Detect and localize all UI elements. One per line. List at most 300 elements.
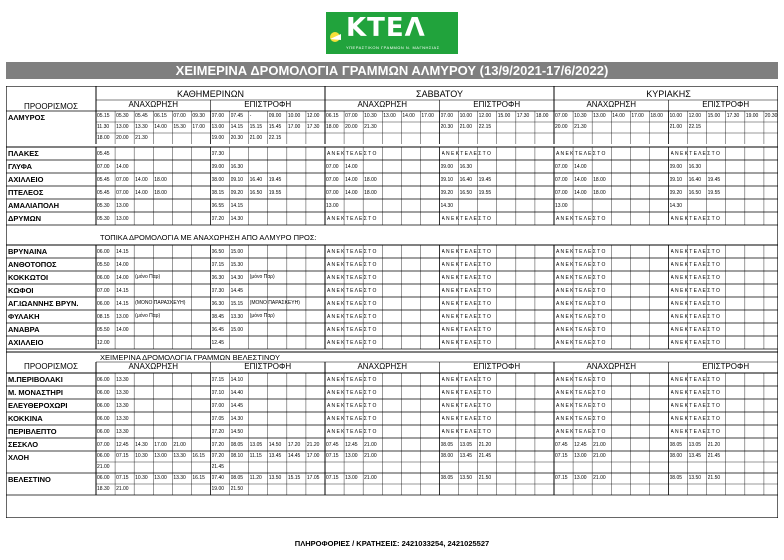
time-cell: 07.15 xyxy=(326,475,339,481)
time-cell: 07.00 xyxy=(326,164,339,170)
time-cell: 11.30 xyxy=(97,124,110,130)
time-cell: 08.05 xyxy=(230,442,244,448)
time-cell: 07.15 xyxy=(116,453,129,459)
time-cell: 21.20 xyxy=(478,442,492,448)
time-cell: 07.00 xyxy=(97,442,110,448)
not-run-label: Α Ν Ε Κ Τ Ε Λ Ε Σ Τ Ο xyxy=(327,327,377,333)
not-run-label: Α Ν Ε Κ Τ Ε Λ Ε Σ Τ Ο xyxy=(556,314,606,320)
not-run-label: Α Ν Ε Κ Τ Ε Λ Ε Σ Τ Ο xyxy=(670,216,720,222)
time-cell: 13.05 xyxy=(249,442,263,448)
header-departure: ΑΝΑΧΩΡΗΣΗ xyxy=(357,362,408,371)
time-cell: 07.30 xyxy=(211,151,225,157)
time-cell: 12.00 xyxy=(688,113,702,119)
stop-name: ΠΤΕΛΕΟΣ xyxy=(8,188,44,197)
time-cell: 06.00 xyxy=(97,416,110,422)
header-departure: ΑΝΑΧΩΡΗΣΗ xyxy=(586,362,637,371)
time-cell: 21.50 xyxy=(478,475,492,481)
not-run-label: Α Ν Ε Κ Τ Ε Λ Ε Σ Τ Ο xyxy=(670,314,720,320)
time-cell: 06.15 xyxy=(326,113,339,119)
time-cell: 21.20 xyxy=(306,442,320,448)
not-run-label: Α Ν Ε Κ Τ Ε Λ Ε Σ Τ Ο xyxy=(670,429,720,435)
time-cell: 10.30 xyxy=(135,453,148,459)
time-cell: 07.15 xyxy=(211,377,225,383)
logo-brand: ΚΤΕΛ xyxy=(346,13,426,43)
time-cell: 21.45 xyxy=(707,453,721,459)
not-run-label: Α Ν Ε Κ Τ Ε Λ Ε Σ Τ Ο xyxy=(670,327,720,333)
time-cell: 16.15 xyxy=(192,475,205,481)
time-cell: 07.00 xyxy=(97,164,110,170)
time-cell: 18.00 xyxy=(326,124,339,130)
time-cell: 20.00 xyxy=(555,124,568,130)
time-cell: 07.10 xyxy=(211,390,225,396)
time-cell: 21.30 xyxy=(135,135,148,141)
time-cell: 10.30 xyxy=(364,113,377,119)
time-cell: 19.55 xyxy=(478,190,492,196)
time-cell: 07.20 xyxy=(211,442,225,448)
time-cell: 07.00 xyxy=(326,190,339,196)
header-return: ΕΠΙΣΤΡΟΦΗ xyxy=(473,362,521,371)
time-cell: 15.00 xyxy=(230,327,244,333)
time-cell: 13.30 xyxy=(116,403,129,409)
time-cell: 13.45 xyxy=(268,453,282,459)
time-cell: 09.20 xyxy=(230,190,244,196)
stop-name: ΦΥΛΑΚΗ xyxy=(8,312,40,321)
time-cell: 07.40 xyxy=(211,475,225,481)
route-note: (μόνο Παρ) xyxy=(249,274,275,280)
time-cell: 13.00 xyxy=(154,453,167,459)
not-run-label: Α Ν Ε Κ Τ Ε Λ Ε Σ Τ Ο xyxy=(556,429,606,435)
time-cell: 13.30 xyxy=(230,314,244,320)
time-cell: 05.45 xyxy=(97,151,110,157)
time-cell: 14.30 xyxy=(230,275,244,281)
time-cell: 15.15 xyxy=(287,475,301,481)
not-run-label: Α Ν Ε Κ Τ Ε Λ Ε Σ Τ Ο xyxy=(556,390,606,396)
time-cell: 05.15 xyxy=(97,113,110,119)
time-cell: 20.30 xyxy=(440,124,454,130)
not-run-label: Α Ν Ε Κ Τ Ε Λ Ε Σ Τ Ο xyxy=(670,403,720,409)
not-run-label: Α Ν Ε Κ Τ Ε Λ Ε Σ Τ Ο xyxy=(556,151,606,157)
time-cell: 13.30 xyxy=(116,416,129,422)
not-run-label: Α Ν Ε Κ Τ Ε Λ Ε Σ Τ Ο xyxy=(556,327,606,333)
not-run-label: Α Ν Ε Κ Τ Ε Λ Ε Σ Τ Ο xyxy=(670,275,720,281)
time-cell: 08.05 xyxy=(669,475,683,481)
time-cell: 13.00 xyxy=(383,113,396,119)
time-cell: 10.30 xyxy=(135,475,148,481)
header-return: ΕΠΙΣΤΡΟΦΗ xyxy=(473,100,521,109)
not-run-label: Α Ν Ε Κ Τ Ε Λ Ε Σ Τ Ο xyxy=(327,216,377,222)
time-cell: 17.00 xyxy=(421,113,434,119)
time-cell: 14.00 xyxy=(612,113,625,119)
time-cell: 13.30 xyxy=(135,124,148,130)
stop-name: ΔΡΥΜΩΝ xyxy=(8,214,42,223)
time-cell: 16.30 xyxy=(230,164,244,170)
time-cell: 08.05 xyxy=(440,442,454,448)
time-cell: 06.30 xyxy=(211,301,225,307)
not-run-label: Α Ν Ε Κ Τ Ε Λ Ε Σ Τ Ο xyxy=(327,390,377,396)
time-cell: 12.00 xyxy=(478,113,492,119)
route-note: (ΜΟΝΟ ΠΑΡΑΣΚΕΥΗ) xyxy=(135,300,186,306)
not-run-label: Α Ν Ε Κ Τ Ε Λ Ε Σ Τ Ο xyxy=(441,429,491,435)
time-cell: 14.00 xyxy=(116,327,129,333)
time-cell: 07.05 xyxy=(211,416,225,422)
time-cell: 07.15 xyxy=(555,475,568,481)
not-run-label: Α Ν Ε Κ Τ Ε Λ Ε Σ Τ Ο xyxy=(327,288,377,294)
time-cell: 07.00 xyxy=(555,177,568,183)
time-cell: 17.05 xyxy=(306,475,320,481)
time-cell: 09.30 xyxy=(192,113,205,119)
time-cell: 13.00 xyxy=(154,475,167,481)
time-cell: 13.30 xyxy=(116,377,129,383)
time-cell: 13.45 xyxy=(688,453,702,459)
route-note: (ΜΟΝΟ ΠΑΡΑΣΚΕΥΗ) xyxy=(249,300,300,306)
time-cell: 18.00 xyxy=(154,177,167,183)
time-cell: 11.15 xyxy=(249,453,262,459)
time-cell: 17.30 xyxy=(726,113,740,119)
time-cell: 22.15 xyxy=(268,135,282,141)
time-cell: 13.45 xyxy=(459,453,473,459)
not-run-label: Α Ν Ε Κ Τ Ε Λ Ε Σ Τ Ο xyxy=(327,249,377,255)
time-cell: 15.45 xyxy=(268,124,282,130)
not-run-label: Α Ν Ε Κ Τ Ε Λ Ε Σ Τ Ο xyxy=(441,151,491,157)
not-run-label: Α Ν Ε Κ Τ Ε Λ Ε Σ Τ Ο xyxy=(441,377,491,383)
time-cell: 18.00 xyxy=(593,190,606,196)
time-cell: 21.00 xyxy=(593,475,606,481)
stop-name: ΚΟΚΚΙΝΑ xyxy=(8,414,43,423)
time-cell: 05.45 xyxy=(97,177,110,183)
not-run-label: Α Ν Ε Κ Τ Ε Λ Ε Σ Τ Ο xyxy=(556,377,606,383)
time-cell: 13.00 xyxy=(574,475,587,481)
time-cell: 22.15 xyxy=(478,124,492,130)
stop-name: ΑΧΙΛΛΕΙΟ xyxy=(8,175,44,184)
time-cell: 21.00 xyxy=(116,486,129,492)
time-cell: 22.15 xyxy=(688,124,702,130)
not-run-label: Α Ν Ε Κ Τ Ε Λ Ε Σ Τ Ο xyxy=(441,403,491,409)
time-cell: 14.50 xyxy=(230,429,244,435)
time-cell: 20.00 xyxy=(116,135,129,141)
time-cell: 05.50 xyxy=(97,327,110,333)
time-cell: 16.50 xyxy=(688,190,702,196)
time-cell: 07.15 xyxy=(555,453,568,459)
time-cell: 06.15 xyxy=(154,113,167,119)
time-cell: 07.20 xyxy=(211,216,225,222)
time-cell: 16.50 xyxy=(249,190,263,196)
stop-name: ΠΛΑΚΕΣ xyxy=(8,149,39,158)
time-cell: 21.30 xyxy=(574,124,587,130)
time-cell: 07.45 xyxy=(230,113,244,119)
time-cell: 19.45 xyxy=(478,177,492,183)
time-cell: 08.00 xyxy=(440,453,454,459)
stop-name: ΣΕΣΚΛΟ xyxy=(8,440,39,449)
stop-name: ΕΛΕΥΘΕΡΟΧΩΡΙ xyxy=(8,401,68,410)
header-return: ΕΠΙΣΤΡΟΦΗ xyxy=(702,362,750,371)
not-run-label: Α Ν Ε Κ Τ Ε Λ Ε Σ Τ Ο xyxy=(670,301,720,307)
time-cell: 14.30 xyxy=(230,416,244,422)
time-cell: 14.45 xyxy=(287,453,301,459)
stop-name: ΒΡΥΝΑΙΝΑ xyxy=(8,247,48,256)
time-cell: 08.00 xyxy=(211,177,225,183)
time-cell: 06.45 xyxy=(211,327,225,333)
not-run-label: Α Ν Ε Κ Τ Ε Λ Ε Σ Τ Ο xyxy=(327,301,377,307)
time-cell: 14.10 xyxy=(230,377,244,383)
time-cell: 18.30 xyxy=(97,486,110,492)
not-run-label: Α Ν Ε Κ Τ Ε Λ Ε Σ Τ Ο xyxy=(327,429,377,435)
time-cell: 07.00 xyxy=(97,288,110,294)
not-run-label: Α Ν Ε Κ Τ Ε Λ Ε Σ Τ Ο xyxy=(441,390,491,396)
time-cell: 14.50 xyxy=(268,442,282,448)
time-cell: 18.00 xyxy=(593,177,606,183)
time-cell: 14.15 xyxy=(230,124,244,130)
time-cell: 21.20 xyxy=(707,442,721,448)
time-cell: 07.45 xyxy=(326,442,339,448)
time-cell: 08.45 xyxy=(211,314,225,320)
time-cell: 13.50 xyxy=(688,475,702,481)
not-run-label: Α Ν Ε Κ Τ Ε Λ Ε Σ Τ Ο xyxy=(441,327,491,333)
not-run-label: Α Ν Ε Κ Τ Ε Λ Ε Σ Τ Ο xyxy=(670,249,720,255)
stop-name: ΓΛΥΦΑ xyxy=(8,162,33,171)
time-cell: 07.30 xyxy=(211,288,225,294)
stop-name: ΑΝΘΟΤΟΠΟΣ xyxy=(8,260,57,269)
not-run-label: Α Ν Ε Κ Τ Ε Λ Ε Σ Τ Ο xyxy=(441,301,491,307)
time-cell: 18.00 xyxy=(364,177,377,183)
not-run-label: Α Ν Ε Κ Τ Ε Λ Ε Σ Τ Ο xyxy=(670,416,720,422)
time-cell: 21.45 xyxy=(478,453,492,459)
section-title-velestino: ΧΕΙΜΕΡΙΝΑ ΔΡΟΜΟΛΟΓΙΑ ΓΡΑΜΜΩΝ ΒΕΛΕΣΤΙΝΟΥ xyxy=(100,353,280,362)
time-cell: 13.00 xyxy=(116,203,129,209)
time-cell: 19.00 xyxy=(211,486,225,492)
time-cell: 12.45 xyxy=(345,442,358,448)
stop-name: Μ. ΜΟΝΑΣΤΗΡΙ xyxy=(8,388,63,397)
time-cell: 15.30 xyxy=(173,124,186,130)
time-cell: 09.00 xyxy=(440,164,454,170)
time-cell: 06.55 xyxy=(211,203,225,209)
time-cell: 07.00 xyxy=(555,113,568,119)
time-cell: 21.00 xyxy=(593,453,606,459)
time-cell: 17.00 xyxy=(154,442,167,448)
not-run-label: Α Ν Ε Κ Τ Ε Λ Ε Σ Τ Ο xyxy=(327,340,377,346)
time-cell: 13.00 xyxy=(211,124,225,130)
stop-name: ΑΧΙΛΛΕΙΟ xyxy=(8,338,44,347)
time-cell: 21.50 xyxy=(707,475,721,481)
time-cell: 14.00 xyxy=(154,124,167,130)
not-run-label: Α Ν Ε Κ Τ Ε Λ Ε Σ Τ Ο xyxy=(556,340,606,346)
time-cell: 14.00 xyxy=(116,262,129,268)
time-cell: 07.00 xyxy=(326,177,339,183)
not-run-label: Α Ν Ε Κ Τ Ε Λ Ε Σ Τ Ο xyxy=(441,416,491,422)
time-cell: 14.00 xyxy=(345,177,358,183)
time-cell: 07.20 xyxy=(211,453,225,459)
time-cell: 08.15 xyxy=(211,190,225,196)
stop-name: ΠΕΡΙΒΛΕΠΤΟ xyxy=(8,427,57,436)
stop-name: Μ.ΠΕΡΙΒΟΛΑΚΙ xyxy=(8,375,63,384)
header-return: ΕΠΙΣΤΡΟΦΗ xyxy=(702,100,750,109)
time-cell: 09.10 xyxy=(230,177,244,183)
time-cell: 20.00 xyxy=(345,124,358,130)
time-cell: 06.00 xyxy=(97,453,110,459)
section-title-local: ΤΟΠΙΚΑ ΔΡΟΜΟΛΟΓΙΑ ΜΕ ΑΝΑΧΩΡΗΣΗ ΑΠΟ ΑΛΜΥΡΟ ΠΡΟΣ: xyxy=(100,233,317,242)
time-cell: 05.50 xyxy=(97,262,110,268)
not-run-label: Α Ν Ε Κ Τ Ε Λ Ε Σ Τ Ο xyxy=(556,416,606,422)
time-cell: 14.30 xyxy=(135,442,148,448)
route-note: (μόνο Παρ) xyxy=(135,313,161,319)
not-run-label: Α Ν Ε Κ Τ Ε Λ Ε Σ Τ Ο xyxy=(556,249,606,255)
time-cell: 18.00 xyxy=(364,190,377,196)
time-cell: 19.00 xyxy=(211,135,225,141)
time-cell: 14.00 xyxy=(574,177,587,183)
header-return: ΕΠΙΣΤΡΟΦΗ xyxy=(244,100,292,109)
time-cell: 21.00 xyxy=(97,464,110,470)
time-cell: 17.00 xyxy=(306,453,320,459)
time-cell: 12.45 xyxy=(116,442,129,448)
not-run-label: Α Ν Ε Κ Τ Ε Λ Ε Σ Τ Ο xyxy=(441,216,491,222)
time-cell: 06.00 xyxy=(97,301,110,307)
time-cell: 14.00 xyxy=(135,190,148,196)
time-cell: 06.30 xyxy=(211,275,225,281)
not-run-label: Α Ν Ε Κ Τ Ε Λ Ε Σ Τ Ο xyxy=(670,377,720,383)
not-run-label: Α Ν Ε Κ Τ Ε Λ Ε Σ Τ Ο xyxy=(556,275,606,281)
time-cell: 15.00 xyxy=(707,113,721,119)
not-run-label: Α Ν Ε Κ Τ Ε Λ Ε Σ Τ Ο xyxy=(327,151,377,157)
time-cell: 10.00 xyxy=(669,113,683,119)
time-cell: 17.30 xyxy=(516,113,530,119)
time-cell: 13.00 xyxy=(555,203,568,209)
stop-name: ΚΩΦΟΙ xyxy=(8,286,34,295)
not-run-label: Α Ν Ε Κ Τ Ε Λ Ε Σ Τ Ο xyxy=(441,288,491,294)
time-cell: 09.20 xyxy=(669,190,683,196)
time-cell: 07.15 xyxy=(326,453,339,459)
time-cell: 13.00 xyxy=(116,216,129,222)
time-cell: 18.00 xyxy=(650,113,663,119)
time-cell: 20.30 xyxy=(230,135,244,141)
time-cell: 07.15 xyxy=(116,475,129,481)
stop-name: ΒΕΛΕΣΤΙΝΟ xyxy=(8,475,51,484)
time-cell: 14.00 xyxy=(402,113,415,119)
time-cell: 14.00 xyxy=(345,164,358,170)
stop-name: ΚΟΚΚΩΤΟΙ xyxy=(8,273,49,282)
header-return: ΕΠΙΣΤΡΟΦΗ xyxy=(244,362,292,371)
time-cell: 21.00 xyxy=(364,475,377,481)
time-cell: 09.10 xyxy=(440,177,454,183)
time-cell: 15.00 xyxy=(497,113,511,119)
time-cell: 09.20 xyxy=(440,190,454,196)
not-run-label: Α Ν Ε Κ Τ Ε Λ Ε Σ Τ Ο xyxy=(441,249,491,255)
time-cell: 16.15 xyxy=(192,453,205,459)
time-cell: 06.00 xyxy=(97,249,110,255)
time-cell: 14.30 xyxy=(669,203,683,209)
time-cell: 12.45 xyxy=(574,442,587,448)
time-cell: 19.00 xyxy=(745,113,759,119)
time-cell: 13.00 xyxy=(345,453,358,459)
time-cell: 13.50 xyxy=(459,475,473,481)
time-cell: 12.00 xyxy=(306,113,320,119)
time-cell: 06.00 xyxy=(97,429,110,435)
header-saturday: ΣΑΒΒΑΤΟΥ xyxy=(416,89,463,99)
time-cell: 08.10 xyxy=(230,453,244,459)
time-cell: 12.00 xyxy=(97,340,110,346)
time-cell: 17.00 xyxy=(287,124,301,130)
time-cell: 13.30 xyxy=(173,453,186,459)
time-cell: 14.30 xyxy=(440,203,454,209)
time-cell: 21.00 xyxy=(364,442,377,448)
time-cell: 14.00 xyxy=(116,275,129,281)
time-cell: 05.30 xyxy=(116,113,129,119)
time-cell: 07.00 xyxy=(116,177,129,183)
not-run-label: Α Ν Ε Κ Τ Ε Λ Ε Σ Τ Ο xyxy=(327,377,377,383)
not-run-label: Α Ν Ε Κ Τ Ε Λ Ε Σ Τ Ο xyxy=(670,340,720,346)
time-cell: 09.00 xyxy=(669,164,683,170)
not-run-label: Α Ν Ε Κ Τ Ε Λ Ε Σ Τ Ο xyxy=(670,390,720,396)
time-cell: 13.00 xyxy=(574,453,587,459)
time-cell: 13.00 xyxy=(116,314,129,320)
time-cell: 07.00 xyxy=(211,113,225,119)
time-cell: 14.45 xyxy=(230,403,244,409)
time-cell: 09.00 xyxy=(268,113,282,119)
time-cell: 16.40 xyxy=(249,177,263,183)
time-cell: 13.05 xyxy=(688,442,702,448)
not-run-label: Α Ν Ε Κ Τ Ε Λ Ε Σ Τ Ο xyxy=(556,288,606,294)
header-departure: ΑΝΑΧΩΡΗΣΗ xyxy=(128,100,179,109)
route-note: (μόνο Παρ) xyxy=(249,313,275,319)
time-cell: 21.00 xyxy=(364,453,377,459)
route-note: (μόνο Παρ) xyxy=(135,274,161,280)
header-destinations: ΠΡΟΟΡΙΣΜΟΣ xyxy=(24,102,78,111)
time-cell: 21.00 xyxy=(173,442,186,448)
time-cell: 09.00 xyxy=(211,164,225,170)
time-cell: 14.30 xyxy=(230,216,244,222)
time-cell: 19.45 xyxy=(268,177,282,183)
time-cell: 07.00 xyxy=(211,403,225,409)
time-cell: 14.45 xyxy=(230,288,244,294)
time-cell: 19.55 xyxy=(707,190,721,196)
not-run-label: Α Ν Ε Κ Τ Ε Λ Ε Σ Τ Ο xyxy=(556,216,606,222)
stop-name: ΑΜΑΛΙΑΠΟΛΗ xyxy=(8,201,60,210)
time-cell: 13.30 xyxy=(116,390,129,396)
time-cell: 07.20 xyxy=(211,429,225,435)
time-cell: 06.00 xyxy=(97,377,110,383)
contact-info: ΠΛΗΡΟΦΟΡΙΕΣ / ΚΡΑΤΗΣΕΙΣ: 2421033254, 2421025527 xyxy=(294,539,490,548)
time-cell: 06.00 xyxy=(97,390,110,396)
time-cell: 06.00 xyxy=(97,275,110,281)
time-cell: 07.00 xyxy=(555,190,568,196)
time-cell: - xyxy=(249,113,252,119)
time-cell: 07.45 xyxy=(555,442,568,448)
time-cell: 13.00 xyxy=(593,113,606,119)
time-cell: 21.00 xyxy=(249,135,263,141)
time-cell: 15.00 xyxy=(230,249,244,255)
time-cell: 13.30 xyxy=(173,475,186,481)
header-departure: ΑΝΑΧΩΡΗΣΗ xyxy=(586,100,637,109)
not-run-label: Α Ν Ε Κ Τ Ε Λ Ε Σ Τ Ο xyxy=(556,301,606,307)
logo-tagline: ΥΠΕΡΑΣΤΙΚΟΝ ΓΡΑΜΜΩΝ Ν. ΜΑΓΝΗΣΙΑΣ xyxy=(346,45,440,50)
time-cell: 14.00 xyxy=(574,190,587,196)
time-cell: 08.05 xyxy=(669,442,683,448)
not-run-label: Α Ν Ε Κ Τ Ε Λ Ε Σ Τ Ο xyxy=(327,262,377,268)
header-departure: ΑΝΑΧΩΡΗΣΗ xyxy=(357,100,408,109)
time-cell: 18.00 xyxy=(97,135,110,141)
time-cell: 15.15 xyxy=(230,301,244,307)
time-cell: 07.00 xyxy=(555,164,568,170)
stop-name: ΑΓ.ΙΩΑΝΝΗΣ ΒΡΥΝ. xyxy=(8,299,79,308)
not-run-label: Α Ν Ε Κ Τ Ε Λ Ε Σ Τ Ο xyxy=(327,403,377,409)
header-weekdays: ΚΑΘΗΜΕΡΙΝΩΝ xyxy=(176,89,245,99)
time-cell: 16.50 xyxy=(459,190,473,196)
time-cell: 17.30 xyxy=(306,124,320,130)
stop-name: ΑΛΜΥΡΟΣ xyxy=(8,113,46,122)
time-cell: 17.20 xyxy=(287,442,301,448)
not-run-label: Α Ν Ε Κ Τ Ε Λ Ε Σ Τ Ο xyxy=(670,262,720,268)
time-cell: 20.30 xyxy=(764,113,778,119)
time-cell: 17.00 xyxy=(192,124,205,130)
time-cell: 13.00 xyxy=(326,203,339,209)
